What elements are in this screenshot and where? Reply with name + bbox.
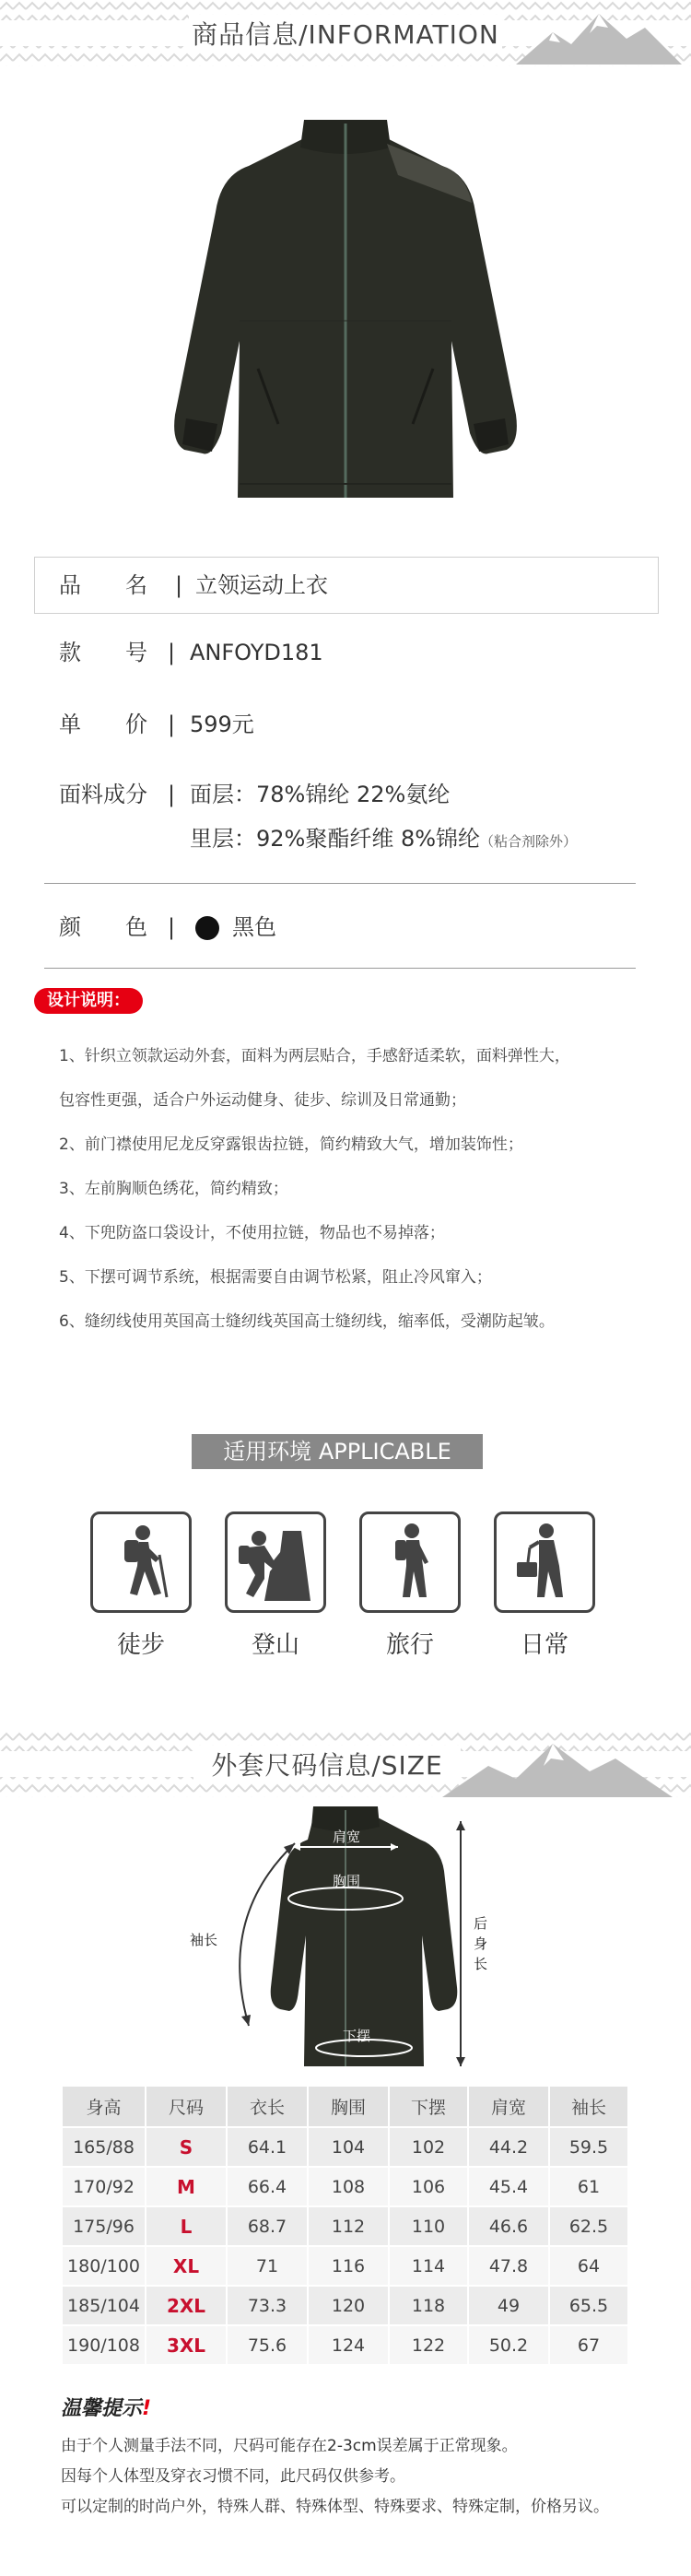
activity-daily [494, 1511, 595, 1613]
cell-length: 71 [227, 2246, 308, 2286]
header-shoulder: 肩宽 [468, 2087, 549, 2127]
table-row [63, 2127, 628, 2167]
color-label: 颜 色 [59, 914, 147, 940]
fabric-label: 面料成分 [59, 782, 147, 807]
tips-exclaim: ! [142, 2397, 152, 2420]
diagram-back-length-2: 身 [474, 1935, 488, 1952]
size-diagram [0, 1806, 691, 2083]
activity-travel-label: 旅行 [385, 1631, 434, 1659]
name-separator: | [175, 572, 183, 598]
cell-shoulder: 49 [468, 2286, 549, 2325]
cell-length: 75.6 [227, 2325, 308, 2365]
header-hem: 下摆 [389, 2087, 468, 2127]
table-row [63, 2167, 628, 2206]
cell-sleeve: 65.5 [549, 2286, 628, 2325]
divider-bottom [44, 968, 636, 969]
cell-length: 66.4 [227, 2167, 308, 2206]
tips-title [61, 2393, 151, 2421]
table-row [63, 2246, 628, 2286]
cell-hem: 102 [389, 2127, 468, 2167]
size-table [63, 2087, 629, 2366]
cell-size: XL [146, 2246, 227, 2286]
diagram-shoulder-label: 肩宽 [333, 1829, 361, 1845]
design-line-4: 3、左前胸顺色绣花，简约精致； [59, 1180, 288, 1198]
color-swatch-black[interactable] [195, 916, 219, 940]
cell-size: 3XL [146, 2325, 227, 2365]
cell-chest: 120 [308, 2286, 389, 2325]
design-line-3: 2、前门襟使用尼龙反穿露银齿拉链，简约精致大气，增加装饰性； [59, 1135, 523, 1154]
name-label: 品 名 [59, 572, 147, 598]
activity-climbing-label: 登山 [251, 1631, 299, 1659]
header-chest: 胸围 [308, 2087, 389, 2127]
table-row [63, 2286, 628, 2325]
cell-shoulder: 44.2 [468, 2127, 549, 2167]
diagram-back-length-1: 后 [474, 1915, 488, 1932]
code-separator: | [168, 640, 176, 665]
cell-chest: 116 [308, 2246, 389, 2286]
diagram-chest-label: 胸围 [333, 1873, 361, 1889]
price-separator: | [168, 712, 176, 737]
cell-length: 64.1 [227, 2127, 308, 2167]
cell-height: 175/96 [63, 2206, 146, 2246]
product-jacket-image [166, 111, 525, 507]
diagram-sleeve-label: 袖长 [190, 1932, 218, 1948]
cell-sleeve: 67 [549, 2325, 628, 2365]
cell-size: L [146, 2206, 227, 2246]
cell-size: S [146, 2127, 227, 2167]
diagram-back-length-3: 长 [474, 1956, 488, 1972]
cell-hem: 122 [389, 2325, 468, 2365]
header-size: 尺码 [146, 2087, 227, 2127]
header-height: 身高 [63, 2087, 146, 2127]
cell-sleeve: 64 [549, 2246, 628, 2286]
color-value: 黑色 [232, 914, 276, 940]
fabric-note: （粘合剂除外） [480, 833, 578, 850]
daily-icon [497, 1514, 592, 1610]
design-line-2: 包容性更强，适合户外运动健身、徒步、综训及日常通勤； [59, 1091, 466, 1110]
activity-climbing [225, 1511, 326, 1613]
cell-length: 73.3 [227, 2286, 308, 2325]
design-line-7: 6、缝纫线使用英国高士缝纫线英国高士缝纫线，缩率低，受潮防起皱。 [59, 1312, 555, 1331]
fabric-inner-text: 里层：92%聚酯纤维 8%锦纶 [190, 826, 481, 852]
cell-hem: 106 [389, 2167, 468, 2206]
cell-size: 2XL [146, 2286, 227, 2325]
table-row [63, 2206, 628, 2246]
cell-height: 180/100 [63, 2246, 146, 2286]
fabric-inner [190, 824, 577, 856]
cell-shoulder: 46.6 [468, 2206, 549, 2246]
cell-shoulder: 47.8 [468, 2246, 549, 2286]
price-label: 单 价 [59, 712, 147, 737]
cell-sleeve: 62.5 [549, 2206, 628, 2246]
fabric-outer: 面层：78%锦纶 22%氨纶 [190, 782, 451, 807]
cell-sleeve: 59.5 [549, 2127, 628, 2167]
name-value: 立领运动上衣 [195, 572, 328, 598]
table-row [63, 2325, 628, 2365]
cell-hem: 110 [389, 2206, 468, 2246]
cell-chest: 104 [308, 2127, 389, 2167]
cell-height: 185/104 [63, 2286, 146, 2325]
cell-chest: 108 [308, 2167, 389, 2206]
tip-line-2: 因每个人体型及穿衣习惯不同，此尺码仅供参考。 [61, 2467, 405, 2486]
cell-height: 190/108 [63, 2325, 146, 2365]
climbing-icon [228, 1514, 323, 1610]
tip-line-3: 可以定制的时尚户外，特殊人群、特殊体型、特殊要求、特殊定制，价格另议。 [61, 2498, 609, 2516]
price-value: 599元 [190, 712, 254, 737]
info-header-title: 商品信息/INFORMATION [189, 15, 502, 52]
hiking-icon [93, 1514, 189, 1610]
activity-travel [359, 1511, 461, 1613]
cell-size: M [146, 2167, 227, 2206]
cell-hem: 114 [389, 2246, 468, 2286]
activity-daily-label: 日常 [520, 1631, 568, 1659]
cell-chest: 124 [308, 2325, 389, 2365]
size-header-band [0, 1731, 691, 1801]
cell-chest: 112 [308, 2206, 389, 2246]
tips-title-text: 温馨提示 [61, 2397, 143, 2420]
design-line-6: 5、下摆可调节系统，根据需要自由调节松紧，阻止冷风窜入； [59, 1268, 492, 1287]
code-value: ANFOYD181 [190, 640, 323, 665]
size-table-header [63, 2087, 628, 2127]
header-sleeve: 袖长 [549, 2087, 628, 2127]
design-line-5: 4、下兜防盗口袋设计，不使用拉链，物品也不易掉落； [59, 1224, 445, 1242]
cell-shoulder: 45.4 [468, 2167, 549, 2206]
diagram-hem-label: 下摆 [343, 2028, 371, 2044]
cell-height: 170/92 [63, 2167, 146, 2206]
cell-hem: 118 [389, 2286, 468, 2325]
color-separator: | [168, 914, 176, 940]
travel-icon [362, 1514, 458, 1610]
code-label: 款 号 [59, 640, 147, 665]
info-header-band [0, 0, 691, 70]
activity-hiking [90, 1511, 192, 1613]
cell-shoulder: 50.2 [468, 2325, 549, 2365]
design-badge: 设计说明： [34, 988, 143, 1014]
cell-length: 68.7 [227, 2206, 308, 2246]
cell-height: 165/88 [63, 2127, 146, 2167]
divider-top [44, 883, 636, 884]
header-length: 衣长 [227, 2087, 308, 2127]
fabric-separator: | [168, 782, 176, 807]
size-header-title: 外套尺码信息/SIZE [193, 1746, 461, 1782]
tip-line-1: 由于个人测量手法不同，尺码可能存在2-3cm误差属于正常现象。 [61, 2437, 518, 2455]
design-line-1: 1、针织立领款运动外套，面料为两层贴合，手感舒适柔软，面料弹性大， [59, 1047, 570, 1065]
cell-sleeve: 61 [549, 2167, 628, 2206]
applicable-title: 适用环境 APPLICABLE [192, 1434, 483, 1469]
activity-hiking-label: 徒步 [116, 1631, 165, 1659]
